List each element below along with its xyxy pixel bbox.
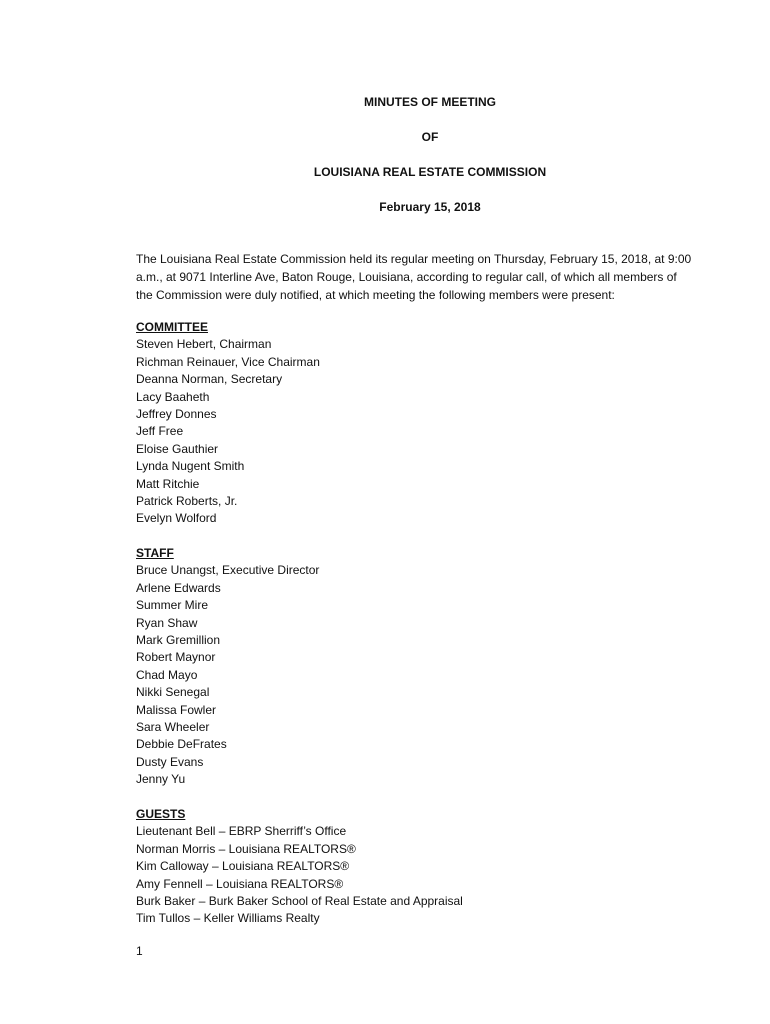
intro-line: a.m., at 9071 Interline Ave, Baton Rouge, Louisiana, according to regular call, of which all members of [136,270,677,284]
guest-entry: Amy Fennell – Louisiana REALTORS® [136,876,344,891]
staff-section [136,545,696,789]
guests-heading: GUESTS [136,807,186,821]
committee-member: Richman Reinauer, Vice Chairman [136,354,320,369]
committee-member: Eloise Gauthier [136,441,219,456]
staff-member: Debbie DeFrates [136,737,227,752]
committee-member: Jeffrey Donnes [136,407,217,422]
committee-member: Matt Ritchie [136,476,200,491]
staff-member: Chad Mayo [136,667,198,682]
intro-line: The Louisiana Real Estate Commission held its regular meeting on Thursday, February 15, 2018, at 9:00 [136,252,692,266]
guest-entry: Tim Tullos – Keller Williams Realty [136,911,320,926]
staff-member: Robert Maynor [136,650,216,665]
committee-list [136,336,696,527]
guest-entry: Lieutenant Bell – EBRP Sherriff’s Office [136,824,347,839]
staff-member: Mark Gremillion [136,633,221,648]
staff-member: Sara Wheeler [136,720,210,735]
meeting-date: February 15, 2018 [379,200,481,214]
guests-list [136,823,696,927]
staff-member: Nikki Senegal [136,685,210,700]
staff-member: Bruce Unangst, Executive Director [136,563,320,578]
guest-entry: Kim Calloway – Louisiana REALTORS® [136,859,350,874]
document-title: MINUTES OF MEETING [364,95,496,109]
staff-member: Summer Mire [136,598,209,613]
staff-heading: STAFF [136,546,174,560]
page-number: 1 [136,944,143,958]
committee-member: Lacy Baaheth [136,389,210,404]
guest-entry: Norman Morris – Louisiana REALTORS® [136,841,356,856]
intro-paragraph [136,250,726,304]
committee-member: Steven Hebert, Chairman [136,337,272,352]
committee-heading: COMMITTEE [136,320,208,334]
guests-section [136,806,696,928]
committee-member: Deanna Norman, Secretary [136,372,283,387]
organization-name: LOUISIANA REAL ESTATE COMMISSION [313,165,547,179]
staff-member: Malissa Fowler [136,702,217,717]
guest-entry: Burk Baker – Burk Baker School of Real Estate and Appraisal [136,894,463,909]
committee-member: Patrick Roberts, Jr. [136,494,238,509]
staff-member: Jenny Yu [136,772,186,787]
staff-member: Dusty Evans [136,754,204,769]
committee-member: Jeff Free [136,424,184,439]
committee-section [136,319,696,528]
committee-member: Evelyn Wolford [136,511,217,526]
staff-list [136,562,696,788]
committee-member: Lynda Nugent Smith [136,459,245,474]
intro-line: the Commission were duly notified, at which meeting the following members were present: [136,288,615,302]
document-title-of: OF [421,130,439,144]
staff-member: Ryan Shaw [136,615,198,630]
staff-member: Arlene Edwards [136,580,221,595]
